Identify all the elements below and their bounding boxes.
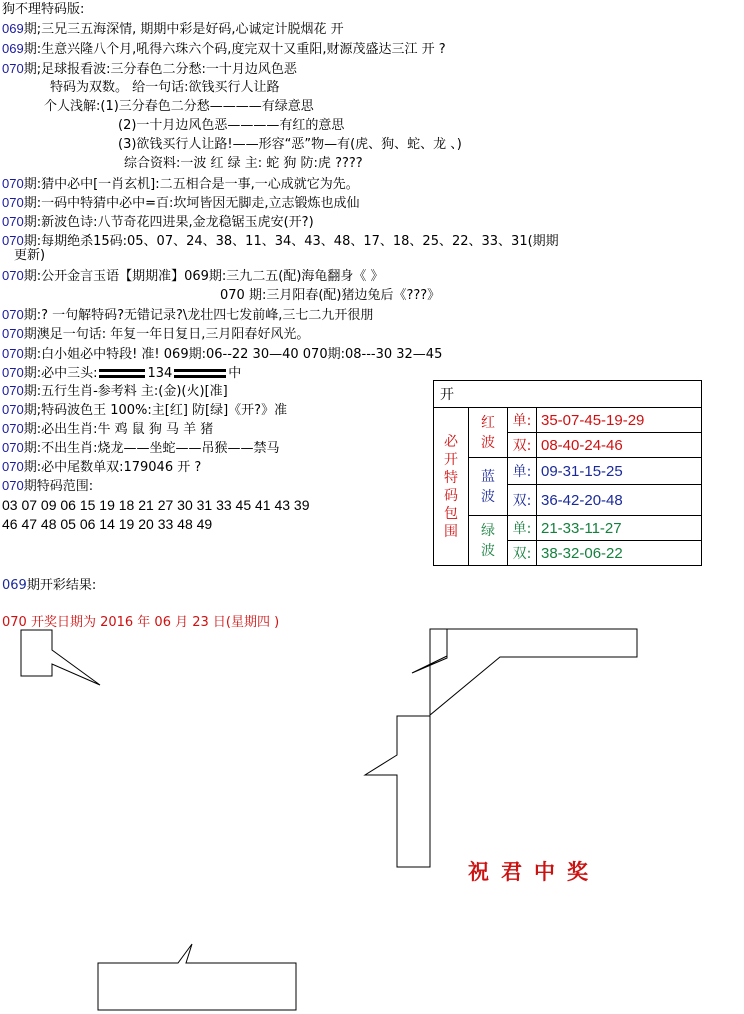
red-shuang-label: 双:	[508, 433, 537, 458]
box-title: 必 开 特 码 包 围	[434, 408, 469, 566]
blue-shuang-values: 36-42-20-48	[537, 485, 702, 516]
line-three-heads: 070期:必中三头: 134 中	[2, 365, 242, 381]
callout-box-vertical	[365, 716, 430, 867]
line-12: 070期:五行生肖-参考料 主:(金)(火)[准]	[2, 383, 228, 399]
red-dan-label: 单:	[508, 408, 537, 433]
wrap-line-1: 更新)	[14, 248, 46, 263]
interp-line-1: 特码为双数。 给一句话:欲钱买行人让路	[50, 80, 280, 95]
page-header: 狗不理特码版:	[2, 2, 85, 17]
interp-line-4: (3)欲钱买行人让路!——形容“恶”物—有(虎、狗、蛇、龙 、)	[118, 137, 462, 152]
line-17: 070期特码范围:	[2, 478, 94, 494]
interp-line-3: (2)一十月边风色恶————有红的意思	[118, 118, 345, 133]
line-3: 070期;足球报看波:三分春色二分愁:一十月边风色恶	[2, 61, 297, 77]
range-line-2: 46 47 48 05 06 14 19 20 33 48 49	[2, 516, 213, 532]
line-6: 070期:新波色诗:八节奇花四进果,金龙稳锯玉虎安(开?)	[2, 214, 314, 230]
line-13: 070期;特码波色王 100%:主[红] 防[绿]《开?》准	[2, 402, 288, 418]
red-shuang-values: 08-40-24-46	[537, 433, 702, 458]
callout-box-upper-right	[412, 629, 637, 715]
result-title: 069期开彩结果:	[2, 578, 97, 593]
draw-date: 070 开奖日期为 2016 年 06 月 23 日(星期四 )	[2, 615, 280, 630]
line-15: 070期:不出生肖:烧龙——坐蛇——吊猴——禁马	[2, 440, 280, 456]
blue-dan-values: 09-31-15-25	[537, 458, 702, 485]
line-2: 069期:生意兴隆八个月,吼得六珠六个码,度完双十又重阳,财源茂盛达三江 开 ?	[2, 41, 446, 57]
green-dan-values: 21-33-11-27	[537, 516, 702, 541]
red-dan-values: 35-07-45-19-29	[537, 408, 702, 433]
red-wave-label: 红 波	[469, 408, 508, 458]
line-1: 069期;三兄三五海深情, 期期中彩是好码,心诚定计脱烟花 开	[2, 21, 344, 37]
line-4: 070期:猜中必中[一肖玄机]:二五相合是一事,一心成就它为先。	[2, 176, 359, 192]
green-dan-label: 单:	[508, 516, 537, 541]
blessing-text: 祝君中奖	[468, 859, 600, 884]
line-8: 070期:公开金言玉语【期期准】069期:三九二五(配)海龟翻身《 》	[2, 268, 384, 284]
interp-line-2: 个人浅解:(1)三分春色二分愁————有绿意思	[44, 99, 314, 114]
blue-dan-label: 单:	[508, 458, 537, 485]
wrap-line-2: 070 期:三月阳春(配)猪边兔后《???》	[220, 288, 441, 303]
line-5: 070期:一码中特猜中必中=百:坎坷皆因无脚走,立志锻炼也成仙	[2, 195, 360, 211]
line-14: 070期:必出生肖:牛 鸡 鼠 狗 马 羊 猪	[2, 421, 214, 437]
blue-wave-label: 蓝 波	[469, 458, 508, 516]
green-wave-label: 绿 波	[469, 516, 508, 566]
line-9: 070期:? 一句解特码?无错记录?\龙壮四七发前峰,三七二九开很朋	[2, 307, 374, 323]
line-7: 070期:每期绝杀15码:05、07、24、38、11、34、43、48、17、18、25、22、33、31(期期	[2, 233, 559, 249]
box-header: 开	[434, 381, 702, 408]
line-11: 070期:白小姐必中特段! 准! 069期:06--22 30—40 070期:08---30 32—45	[2, 346, 443, 362]
green-shuang-values: 38-32-06-22	[537, 541, 702, 566]
green-shuang-label: 双:	[508, 541, 537, 566]
range-line-1: 03 07 09 06 15 19 18 21 27 30 31 33 45 41 43 39	[2, 497, 310, 513]
interp-line-5: 综合资料:一波 红 绿 主: 蛇 狗 防:虎 ????	[124, 156, 363, 171]
blue-shuang-label: 双:	[508, 485, 537, 516]
callout-box-bottom	[98, 944, 296, 1010]
line-10: 070期澳足一句话: 年复一年日复日,三月阳春好风光。	[2, 326, 310, 342]
line-16: 070期:必中尾数单双:179046 开 ?	[2, 459, 202, 475]
callout-box-left	[21, 630, 100, 685]
